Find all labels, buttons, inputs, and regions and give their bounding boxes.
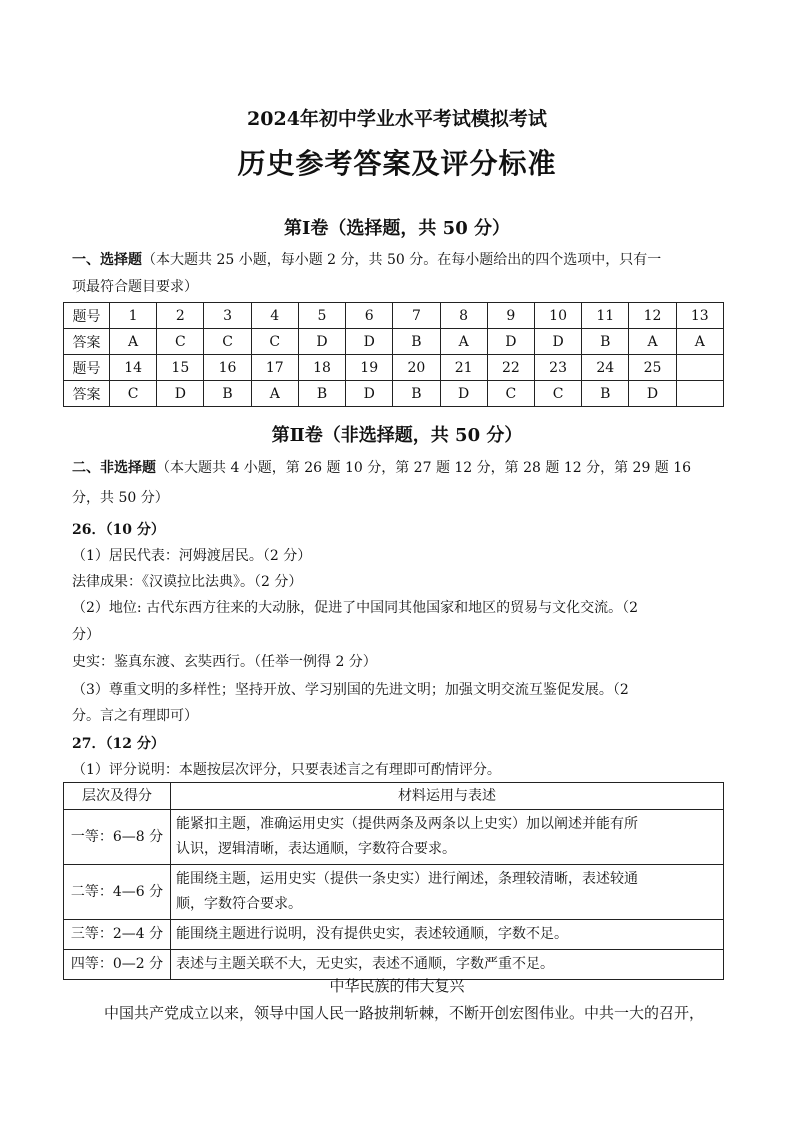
- rubric-level: 二等：4—6 分: [64, 865, 171, 920]
- table-cell: 9: [487, 303, 534, 329]
- section-instructions: （本大题共 4 小题，第 26 题 10 分，第 27 题 12 分，第 28 题 12 分，第 29 题 16: [156, 460, 692, 476]
- table-cell: 题号: [64, 303, 110, 329]
- rubric-line: 能围绕主题进行说明，没有提供史实，表述较通顺，字数不足。: [176, 926, 568, 942]
- table-cell: C: [534, 381, 581, 407]
- table-cell: 23: [534, 355, 581, 381]
- table-row: [64, 865, 724, 920]
- table-cell: D: [157, 381, 204, 407]
- multiple-choice-answer-table: [63, 302, 724, 407]
- table-cell: D: [487, 329, 534, 355]
- table-cell: 15: [157, 355, 204, 381]
- table-cell: 1: [110, 303, 157, 329]
- answer-line: 法律成果：《汉谟拉比法典》。（2 分）: [72, 574, 303, 590]
- table-cell: C: [110, 381, 157, 407]
- rubric-level: 三等：2—4 分: [64, 920, 171, 950]
- part2-heading: 第Ⅱ卷（非选择题，共 50 分）: [271, 425, 523, 446]
- table-cell: 16: [204, 355, 251, 381]
- rubric-description: [171, 810, 724, 865]
- table-cell: C: [487, 381, 534, 407]
- essay-line: 中国共产党成立以来，领导中国人民一路披荆斩棘，不断开创宏图伟业。中共一大的召开，: [104, 1004, 705, 1022]
- rubric-description: [171, 920, 724, 950]
- table-cell: 21: [440, 355, 487, 381]
- table-cell: 答案: [64, 329, 110, 355]
- table-row: [64, 381, 724, 407]
- table-row: [64, 920, 724, 950]
- table-cell: B: [204, 381, 251, 407]
- table-cell: A: [676, 329, 723, 355]
- table-header-row: [64, 783, 724, 810]
- table-cell: A: [440, 329, 487, 355]
- rubric-line: 表述与主题关联不大，无史实，表述不通顺，字数严重不足。: [176, 956, 554, 972]
- table-cell: 12: [629, 303, 676, 329]
- table-cell: B: [582, 381, 629, 407]
- rubric-level: 四等：0—2 分: [64, 950, 171, 980]
- table-cell: 25: [629, 355, 676, 381]
- section-label: 一、选择题: [72, 252, 142, 268]
- table-cell: [676, 381, 723, 407]
- table-row: [64, 329, 724, 355]
- table-cell: B: [393, 329, 440, 355]
- table-cell: 8: [440, 303, 487, 329]
- table-cell: 2: [157, 303, 204, 329]
- table-cell: 24: [582, 355, 629, 381]
- column-header: 层次及得分: [64, 783, 171, 810]
- table-cell: D: [629, 381, 676, 407]
- question-26-label: 26．（10 分）: [72, 522, 165, 538]
- rubric-description: [171, 865, 724, 920]
- table-cell: A: [110, 329, 157, 355]
- essay-title: 中华民族的伟大复兴: [329, 977, 465, 995]
- table-cell: 14: [110, 355, 157, 381]
- table-cell: A: [629, 329, 676, 355]
- table-row: [64, 303, 724, 329]
- table-cell: 答案: [64, 381, 110, 407]
- answer-line: 史实：鉴真东渡、玄奘西行。（任举一例得 2 分）: [72, 654, 377, 670]
- scoring-rubric-table: [63, 782, 724, 980]
- table-cell: C: [157, 329, 204, 355]
- table-cell: B: [298, 381, 345, 407]
- part1-intro-line2: 项最符合题目要求）: [72, 279, 198, 295]
- table-cell: 13: [676, 303, 723, 329]
- table-cell: C: [251, 329, 298, 355]
- answer-line: 分。言之有理即可）: [72, 708, 198, 724]
- rubric-line: 认识，逻辑清晰，表达通顺，字数符合要求。: [176, 841, 456, 857]
- rubric-line: 顺，字数符合要求。: [176, 896, 302, 912]
- table-cell: 4: [251, 303, 298, 329]
- table-cell: 7: [393, 303, 440, 329]
- table-cell: B: [393, 381, 440, 407]
- table-cell: 22: [487, 355, 534, 381]
- table-cell: [676, 355, 723, 381]
- rubric-description: [171, 950, 724, 980]
- table-row: [64, 810, 724, 865]
- part1-heading: 第Ⅰ卷（选择题，共 50 分）: [283, 218, 510, 239]
- rubric-level: 一等：6—8 分: [64, 810, 171, 865]
- part2-intro-line1: [72, 458, 691, 478]
- table-cell: 11: [582, 303, 629, 329]
- part2-intro-line2: 分，共 50 分）: [72, 490, 169, 506]
- table-cell: 题号: [64, 355, 110, 381]
- section-instructions: （本大题共 25 小题，每小题 2 分，共 50 分。在每小题给出的四个选项中，只有一: [142, 252, 662, 268]
- part1-intro-line1: [72, 250, 661, 270]
- table-cell: D: [346, 381, 393, 407]
- table-cell: C: [204, 329, 251, 355]
- column-header: 材料运用与表述: [171, 783, 724, 810]
- rubric-line: 能紧扣主题，准确运用史实（提供两条及两条以上史实）加以阐述并能有所: [176, 816, 638, 832]
- table-cell: 3: [204, 303, 251, 329]
- table-cell: D: [298, 329, 345, 355]
- table-cell: 17: [251, 355, 298, 381]
- answer-line: （1）评分说明：本题按层次评分，只要表述言之有理即可酌情评分。: [72, 762, 501, 778]
- table-cell: D: [440, 381, 487, 407]
- answer-line: （3）尊重文明的多样性；坚持开放、学习别国的先进文明；加强文明交流互鉴促发展。（2: [72, 682, 629, 698]
- table-cell: B: [582, 329, 629, 355]
- answer-line: （2）地位: 古代东西方往来的大动脉，促进了中国同其他国家和地区的贸易与文化交流。（2: [72, 600, 638, 616]
- answer-line: （1）居民代表：河姆渡居民。（2 分）: [72, 548, 312, 564]
- table-row: [64, 950, 724, 980]
- section-label: 二、非选择题: [72, 460, 156, 476]
- table-cell: 20: [393, 355, 440, 381]
- table-cell: 5: [298, 303, 345, 329]
- document-title: 历史参考答案及评分标准: [237, 147, 557, 180]
- answer-line: 分）: [72, 627, 100, 643]
- question-27-label: 27．（12 分）: [72, 736, 165, 752]
- table-cell: 10: [534, 303, 581, 329]
- table-cell: A: [251, 381, 298, 407]
- table-cell: D: [534, 329, 581, 355]
- table-cell: 18: [298, 355, 345, 381]
- table-cell: D: [346, 329, 393, 355]
- table-cell: 19: [346, 355, 393, 381]
- table-row: [64, 355, 724, 381]
- rubric-line: 能围绕主题，运用史实（提供一条史实）进行阐述，条理较清晰，表述较通: [176, 871, 638, 887]
- table-cell: 6: [346, 303, 393, 329]
- exam-title: 2024年初中学业水平考试模拟考试: [247, 108, 547, 130]
